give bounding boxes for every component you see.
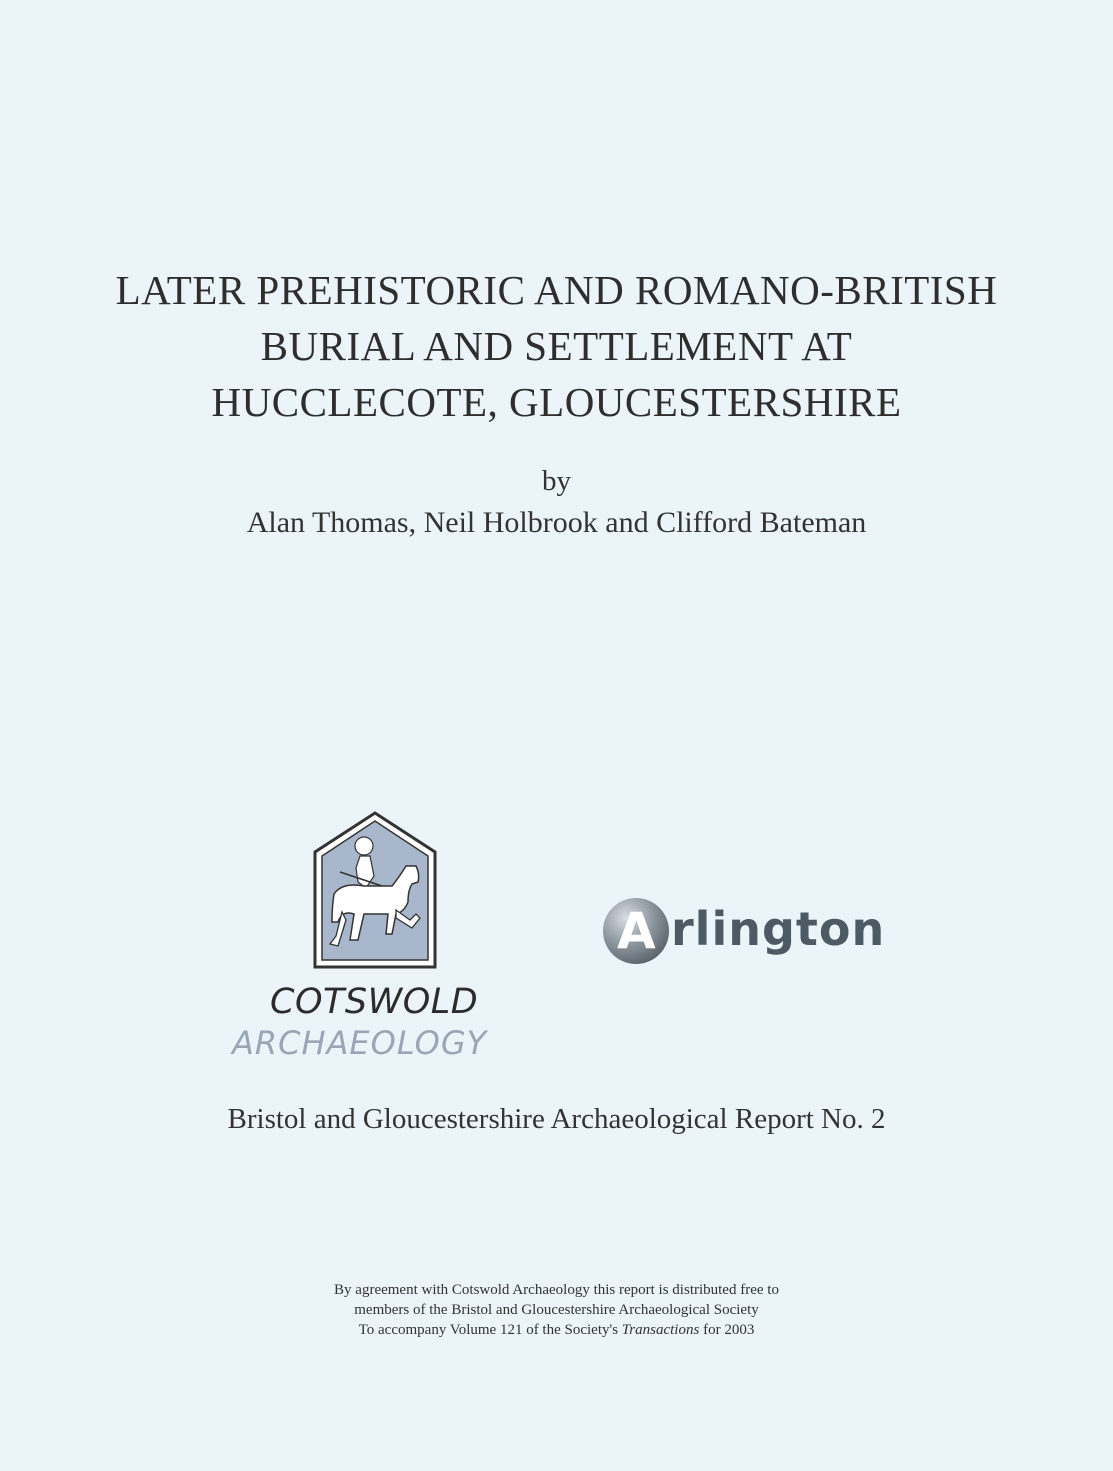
note-line-3-prefix: To accompany Volume 121 of the Society's [358, 1322, 619, 1338]
report-series: Bristol and Gloucestershire Archaeological Report No. 2 [227, 1103, 886, 1135]
document-title [0, 262, 1113, 430]
transactions-title: Transactions [621, 1322, 700, 1338]
horseman-shield-icon [312, 810, 438, 970]
arlington-initial: A [617, 902, 656, 960]
note-line-3 [0, 1320, 1113, 1340]
title-line-3: HUCCLECOTE, GLOUCESTERSHIRE [211, 379, 902, 425]
distribution-note [0, 1280, 1113, 1340]
archaeology-wordmark: ARCHAEOLOGY [232, 1024, 488, 1062]
note-line-1: By agreement with Cotswold Archaeology this report is distributed free to [334, 1282, 779, 1298]
title-line-2: BURIAL AND SETTLEMENT AT [260, 323, 853, 369]
by-label: by [542, 465, 571, 497]
title-line-1: LATER PREHISTORIC AND ROMANO-BRITISH [115, 267, 998, 313]
arlington-wordmark: rlington [671, 902, 886, 956]
note-line-3-suffix: for 2003 [703, 1322, 755, 1338]
cotswold-wordmark: COTSWOLD [270, 982, 479, 1022]
authors: Alan Thomas, Neil Holbrook and Clifford Bateman [246, 506, 867, 539]
note-line-2: members of the Bristol and Gloucestershire Archaeological Society [354, 1302, 759, 1318]
